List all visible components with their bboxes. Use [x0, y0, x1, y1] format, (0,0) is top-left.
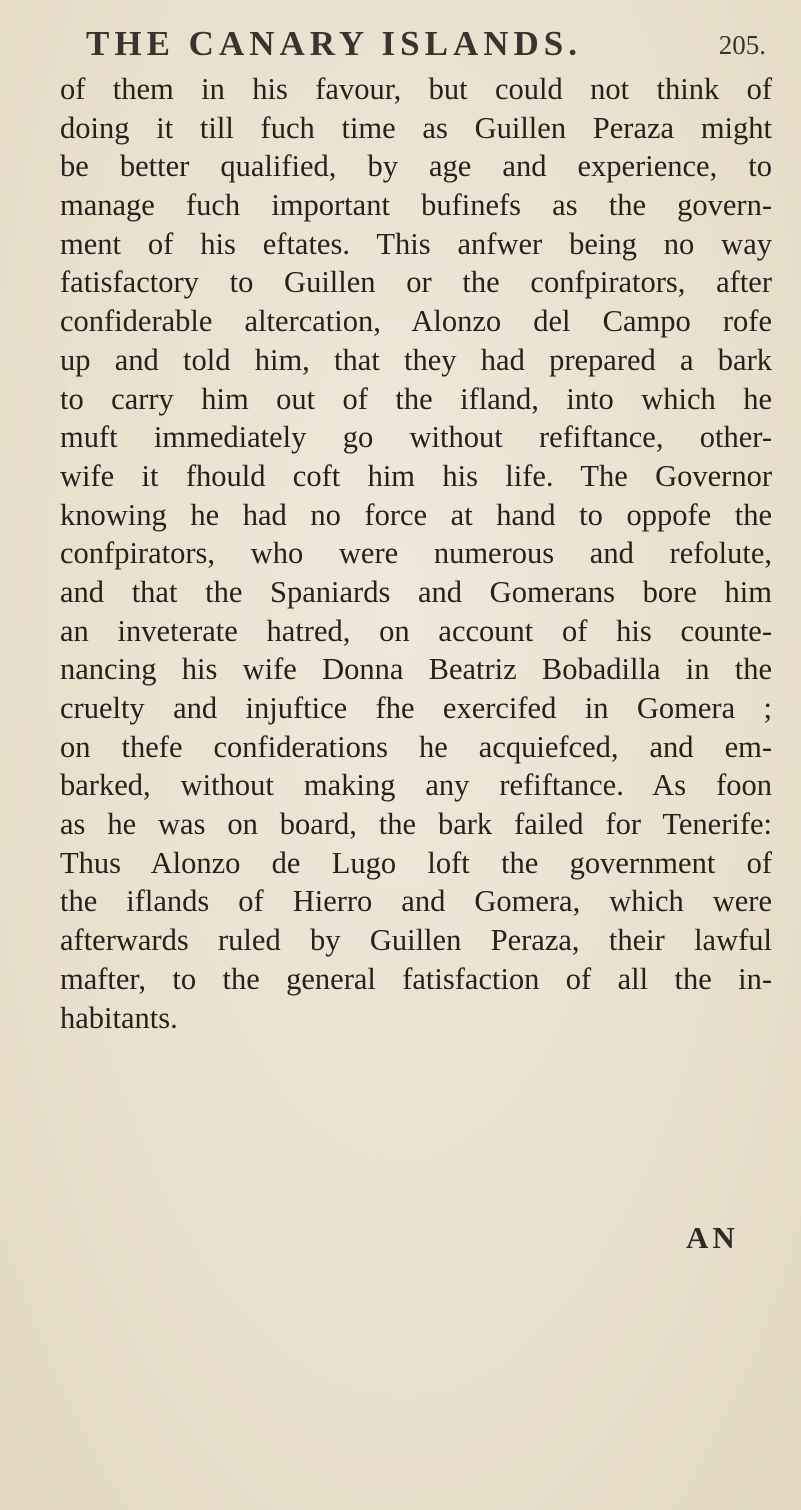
text-line: barked, without making any refiftance. As foon — [60, 768, 772, 803]
text-line: an inveterate hatred, on account of his counte- — [60, 613, 772, 648]
text-line: fatisfactory to Guillen or the confpirators, after — [60, 265, 772, 300]
page-number: 205. — [718, 30, 766, 60]
text-line: and that the Spaniards and Gomerans bore him — [60, 574, 772, 609]
running-head — [86, 24, 766, 68]
text-line: nancing his wife Donna Beatriz Bobadilla in the — [60, 652, 772, 687]
body-text — [60, 70, 772, 1037]
text-line: wife it fhould coft him his life. The Governor — [60, 458, 772, 493]
text-line: doing it till fuch time as Guillen Peraza might — [60, 110, 772, 145]
text-line: ment of his eftates. This anfwer being no way — [60, 226, 772, 261]
text-line: up and told him, that they had prepared a bark — [60, 342, 772, 377]
text-line: confpirators, who were numerous and refolute, — [60, 536, 772, 571]
text-line: Thus Alonzo de Lugo loft the government of — [60, 845, 772, 880]
text-line: the iflands of Hierro and Gomera, which were — [60, 884, 772, 919]
text-line: mafter, to the general fatisfaction of all the in- — [60, 961, 772, 996]
text-line: cruelty and injuftice fhe exercifed in Gomera ; — [60, 691, 772, 725]
text-line: to carry him out of the ifland, into which he — [60, 381, 772, 416]
text-line: afterwards ruled by Guillen Peraza, their lawful — [60, 923, 772, 958]
text-line: be better qualified, by age and experience, to — [60, 149, 772, 184]
text-line: confiderable altercation, Alonzo del Campo rofe — [60, 304, 772, 339]
text-line: knowing he had no force at hand to oppofe the — [60, 497, 772, 532]
text-line: muft immediately go without refiftance, other- — [60, 420, 772, 455]
text-line: habitants. — [60, 1000, 178, 1035]
text-line: manage fuch important bufinefs as the govern- — [60, 188, 772, 223]
running-title: THE CANARY ISLANDS. — [86, 24, 583, 63]
text-line: as he was on board, the bark failed for Tenerife: — [60, 807, 772, 842]
text-line: of them in his favour, but could not think of — [60, 72, 772, 106]
catchword: AN — [686, 1220, 739, 1255]
text-line: on thefe confiderations he acquiefced, and em- — [60, 729, 772, 764]
